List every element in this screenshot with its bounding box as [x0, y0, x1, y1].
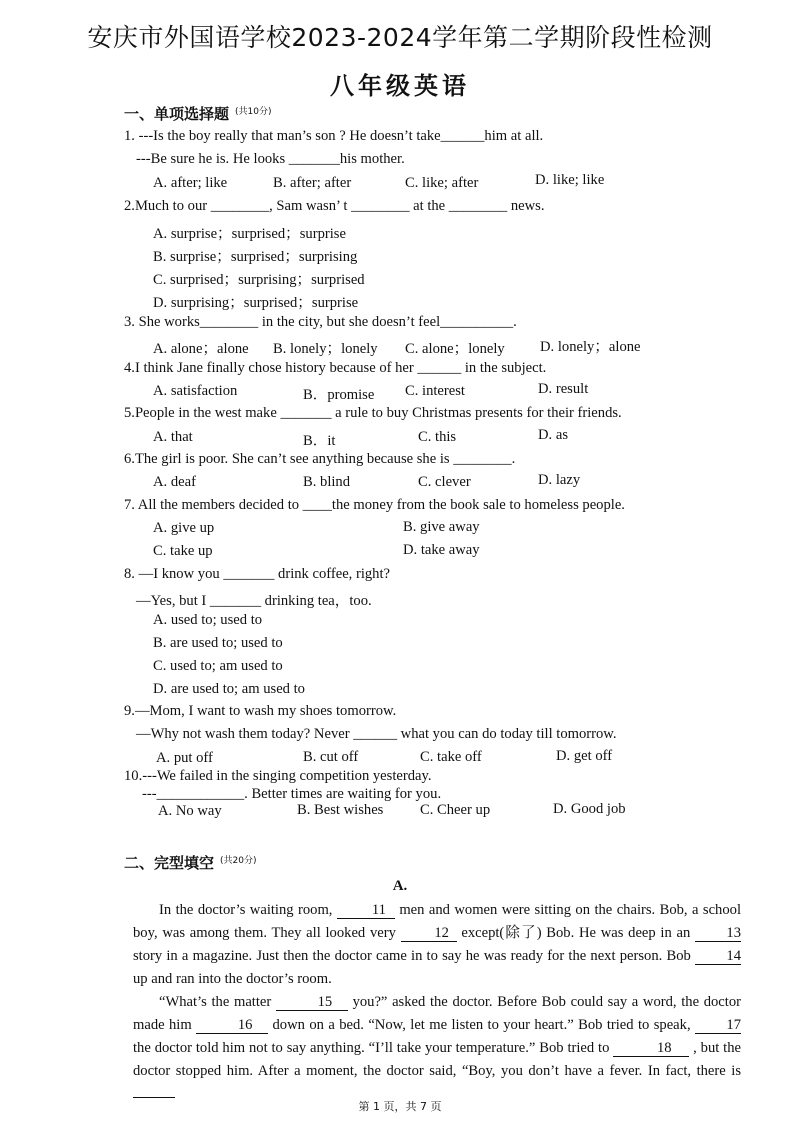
- q8-option-d[interactable]: D. are used to; am used to: [153, 681, 305, 697]
- page-footer: 第 1 页，共 7 页: [358, 1100, 442, 1113]
- q1-line2: ---Be sure he is. He looks _______his mother.: [136, 151, 405, 167]
- q8-line1: 8. —I know you _______ drink coffee, right?: [124, 566, 391, 582]
- section-1-heading: 一、单项选择题 $^{(共10分)}$: [124, 105, 272, 123]
- q7-line1: 7. All the members decided to ____the money from the book sale to homeless people.: [124, 497, 625, 513]
- q4-line1: 4.I think Jane finally chose history because of her ______ in the subject.: [124, 360, 547, 376]
- q6-option-a[interactable]: A. deaf: [153, 474, 196, 490]
- q1-option-d[interactable]: D. like; like: [535, 172, 605, 188]
- q10-option-b[interactable]: B. Best wishes: [297, 802, 384, 818]
- q10-option-a[interactable]: A. No way: [158, 803, 222, 819]
- section-2-heading: 二、完型填空 $^{(共20分)}$: [124, 854, 257, 872]
- q3-line1: 3. She works________ in the city, but she doesn’t feel__________.: [124, 314, 517, 330]
- q2-option-d[interactable]: D. surprising；surprised；surprise: [153, 295, 359, 311]
- passage-paragraph-2: “What’s the matter 15 you?” asked the doctor. Before Bob could say a word, the doctor made him 16 down on a bed. “Now, let me listen to your heart.” Bob tried to speak, 17 the doctor told him not to say anything. “I’ll take your temperature.” Bob tried to 18 , but the doctor stopped him. After a moment, the doctor said, “Boy, you don’t have a fever. In fact, there is: [133, 991, 741, 1106]
- q3-option-b[interactable]: B. lonely；lonely: [273, 341, 378, 357]
- q8-option-c[interactable]: C. used to; am used to: [153, 658, 283, 674]
- q10-option-d[interactable]: D. Good job: [553, 801, 626, 817]
- q6-option-b[interactable]: B. blind: [303, 474, 351, 490]
- q6-line1: 6.The girl is poor. She can’t see anything because she is ________.: [124, 451, 516, 467]
- q4-option-c[interactable]: C. interest: [405, 383, 465, 399]
- q7-option-c[interactable]: C. take up: [153, 543, 213, 559]
- q5-option-b[interactable]: B．it: [303, 433, 336, 449]
- q7-option-a[interactable]: A. give up: [153, 520, 215, 536]
- q10-line1: 10.---We failed in the singing competition yesterday.: [124, 768, 432, 784]
- q5-option-c[interactable]: C. this: [418, 429, 457, 445]
- q7-option-b[interactable]: B. give away: [403, 519, 480, 535]
- blank-14[interactable]: 14: [695, 948, 741, 965]
- q8-option-a[interactable]: A. used to; used to: [153, 612, 263, 628]
- blank-15[interactable]: 15: [276, 994, 348, 1011]
- q9-line1: 9.—Mom, I want to wash my shoes tomorrow.: [124, 703, 397, 719]
- passage-title: A.: [392, 878, 408, 894]
- q8-line2: —Yes, but I _______ drinking tea，too.: [136, 593, 372, 609]
- q1-option-c[interactable]: C. like; after: [405, 175, 479, 191]
- q5-option-d[interactable]: D. as: [538, 427, 568, 443]
- exam-title: 安庆市外国语学校2023-2024学年第二学期阶段性检测: [87, 23, 713, 52]
- q4-option-b[interactable]: B．promise: [303, 387, 375, 403]
- q3-option-a[interactable]: A. alone；alone: [153, 341, 249, 357]
- q2-option-b[interactable]: B. surprise；surprised；surprising: [153, 249, 358, 265]
- q9-option-b[interactable]: B. cut off: [303, 749, 359, 765]
- q4-option-d[interactable]: D. result: [538, 381, 589, 397]
- blank-18[interactable]: 18: [613, 1040, 689, 1057]
- q1-option-b[interactable]: B. after; after: [273, 175, 352, 191]
- q1-option-a[interactable]: A. after; like: [153, 175, 228, 191]
- blank-17[interactable]: 17: [695, 1017, 741, 1034]
- q2-option-c[interactable]: C. surprised；surprising；surprised: [153, 272, 365, 288]
- blank-11[interactable]: 11: [337, 902, 395, 919]
- q9-option-a[interactable]: A. put off: [156, 750, 213, 766]
- q3-option-d[interactable]: D. lonely；alone: [540, 339, 641, 355]
- q2-option-a[interactable]: A. surprise；surprised；surprise: [153, 226, 346, 242]
- q2-line1: 2.Much to our ________, Sam wasn’ t ________ at the ________ news.: [124, 198, 545, 214]
- blank-13[interactable]: 13: [695, 925, 741, 942]
- q5-option-a[interactable]: A. that: [153, 429, 193, 445]
- q9-line2: —Why not wash them today? Never ______ what you can do today till tomorrow.: [136, 726, 617, 742]
- q9-option-d[interactable]: D. get off: [556, 748, 613, 764]
- passage-paragraph-1: In the doctor’s waiting room, 11 men and women were sitting on the chairs. Bob, a school boy, was among them. They all looked very 12 except(除了) Bob. He was deep in an 13 story in a magazine. Just then the doctor came in to say he was ready for the next person. Bob 14 up and ran into the doctor’s room.: [133, 902, 742, 987]
- q1-line1: 1. ---Is the boy really that man’s son ? He doesn’t take______him at all.: [124, 128, 544, 144]
- blank-16[interactable]: 16: [196, 1017, 268, 1034]
- q3-option-c[interactable]: C. alone；lonely: [405, 341, 505, 357]
- q10-option-c[interactable]: C. Cheer up: [420, 802, 491, 818]
- q6-option-c[interactable]: C. clever: [418, 474, 471, 490]
- q4-option-a[interactable]: A. satisfaction: [153, 383, 238, 399]
- q10-line2: ---____________. Better times are waiting for you.: [142, 786, 442, 802]
- blank-12[interactable]: 12: [401, 925, 457, 942]
- q7-option-d[interactable]: D. take away: [403, 542, 480, 558]
- q8-option-b[interactable]: B. are used to; used to: [153, 635, 283, 651]
- q6-option-d[interactable]: D. lazy: [538, 472, 581, 488]
- q9-option-c[interactable]: C. take off: [420, 749, 482, 765]
- q5-line1: 5.People in the west make _______ a rule to buy Christmas presents for their friends.: [124, 405, 622, 421]
- exam-subtitle: 八年级英语: [330, 72, 470, 100]
